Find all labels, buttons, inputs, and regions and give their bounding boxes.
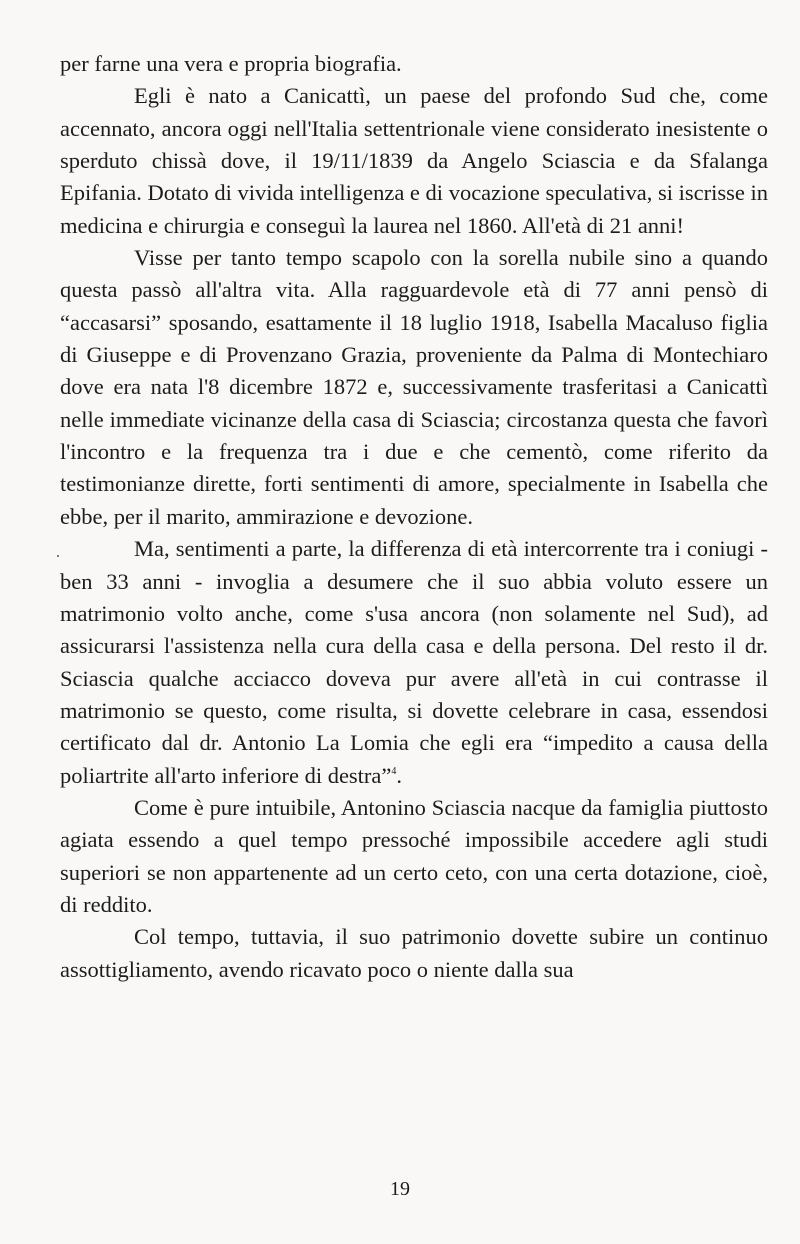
body-text [60, 48, 768, 986]
paragraph-4 [60, 533, 768, 792]
page-number: 19 [390, 1178, 410, 1200]
paragraph-3 [60, 242, 768, 533]
paragraph-5-text: Come è pure intuibile, Antonino Sciascia nacque da famiglia piuttosto agiata essendo a quel tempo pressoché impossibile accedere agli studi superiori se non appartenente ad un certo ceto, con una certa dotazione, cioè, di reddito. [60, 794, 768, 917]
paragraph-5 [60, 792, 768, 921]
scan-speck [57, 555, 59, 557]
paragraph-1 [60, 48, 768, 80]
paragraph-6-text: Col tempo, tuttavia, il suo patrimonio dovette subire un continuo assottigliamento, avendo ricavato poco o niente dalla sua [60, 924, 768, 982]
paragraph-1-text: per farne una vera e propria biografia. [60, 51, 402, 76]
paragraph-4-tail: . [396, 762, 403, 788]
paragraph-6 [60, 921, 768, 986]
paragraph-3-text: Visse per tanto tempo scapolo con la sorella nubile sino a quando questa passò all'altra vita. Alla ragguardevole età di 77 anni pensò di “accasarsi” sposando, esattamente il 18 luglio 1918, Isabella Macaluso figlia di Giuseppe e di Provenzano Grazia, proveniente da Palma di Montechiaro dove era nata l'8 dicembre 1872 e, successivamente trasferitasi a Canicattì nelle immediate vicinanze della casa di Sciascia; circostanza questa che favorì l'incontro e la frequenza tra i due e che cementò, come riferito da testimonianze dirette, forti sentimenti di amore, specialmente in Isabella che ebbe, per il marito, ammirazione e devozione. [60, 245, 768, 529]
paragraph-2 [60, 80, 768, 242]
footnote-reference: 4 [391, 765, 397, 777]
paragraph-2-text: Egli è nato a Canicattì, un paese del profondo Sud che, come accennato, ancora oggi nell'Italia settentrionale viene considerato inesistente o sperduto chissà dove, il 19/11/1839 da Angelo Sciascia e da Sfalanga Epifania. Dotato di vivida intelligenza e di vocazione speculativa, si iscrisse in medicina e chirurgia e conseguì la laurea nel 1860. All'età di 21 anni! [60, 83, 768, 238]
paragraph-4-text: Ma, sentimenti a parte, la differenza di età intercorrente tra i coniugi - ben 33 anni - invoglia a desumere che il suo abbia voluto essere un matrimonio volto anche, come s'usa ancora (non solamente nel Sud), ad assicurarsi l'assistenza nella cura della casa e della persona. Del resto il dr. Sciascia qualche acciacco doveva pur avere all'età in cui contrasse il matrimonio se questo, come risulta, si dovette celebrare in casa, essendosi certificato dal dr. Antonio La Lomia che egli era “impedito a causa della poliartrite all'arto inferiore di destra” [60, 536, 768, 788]
